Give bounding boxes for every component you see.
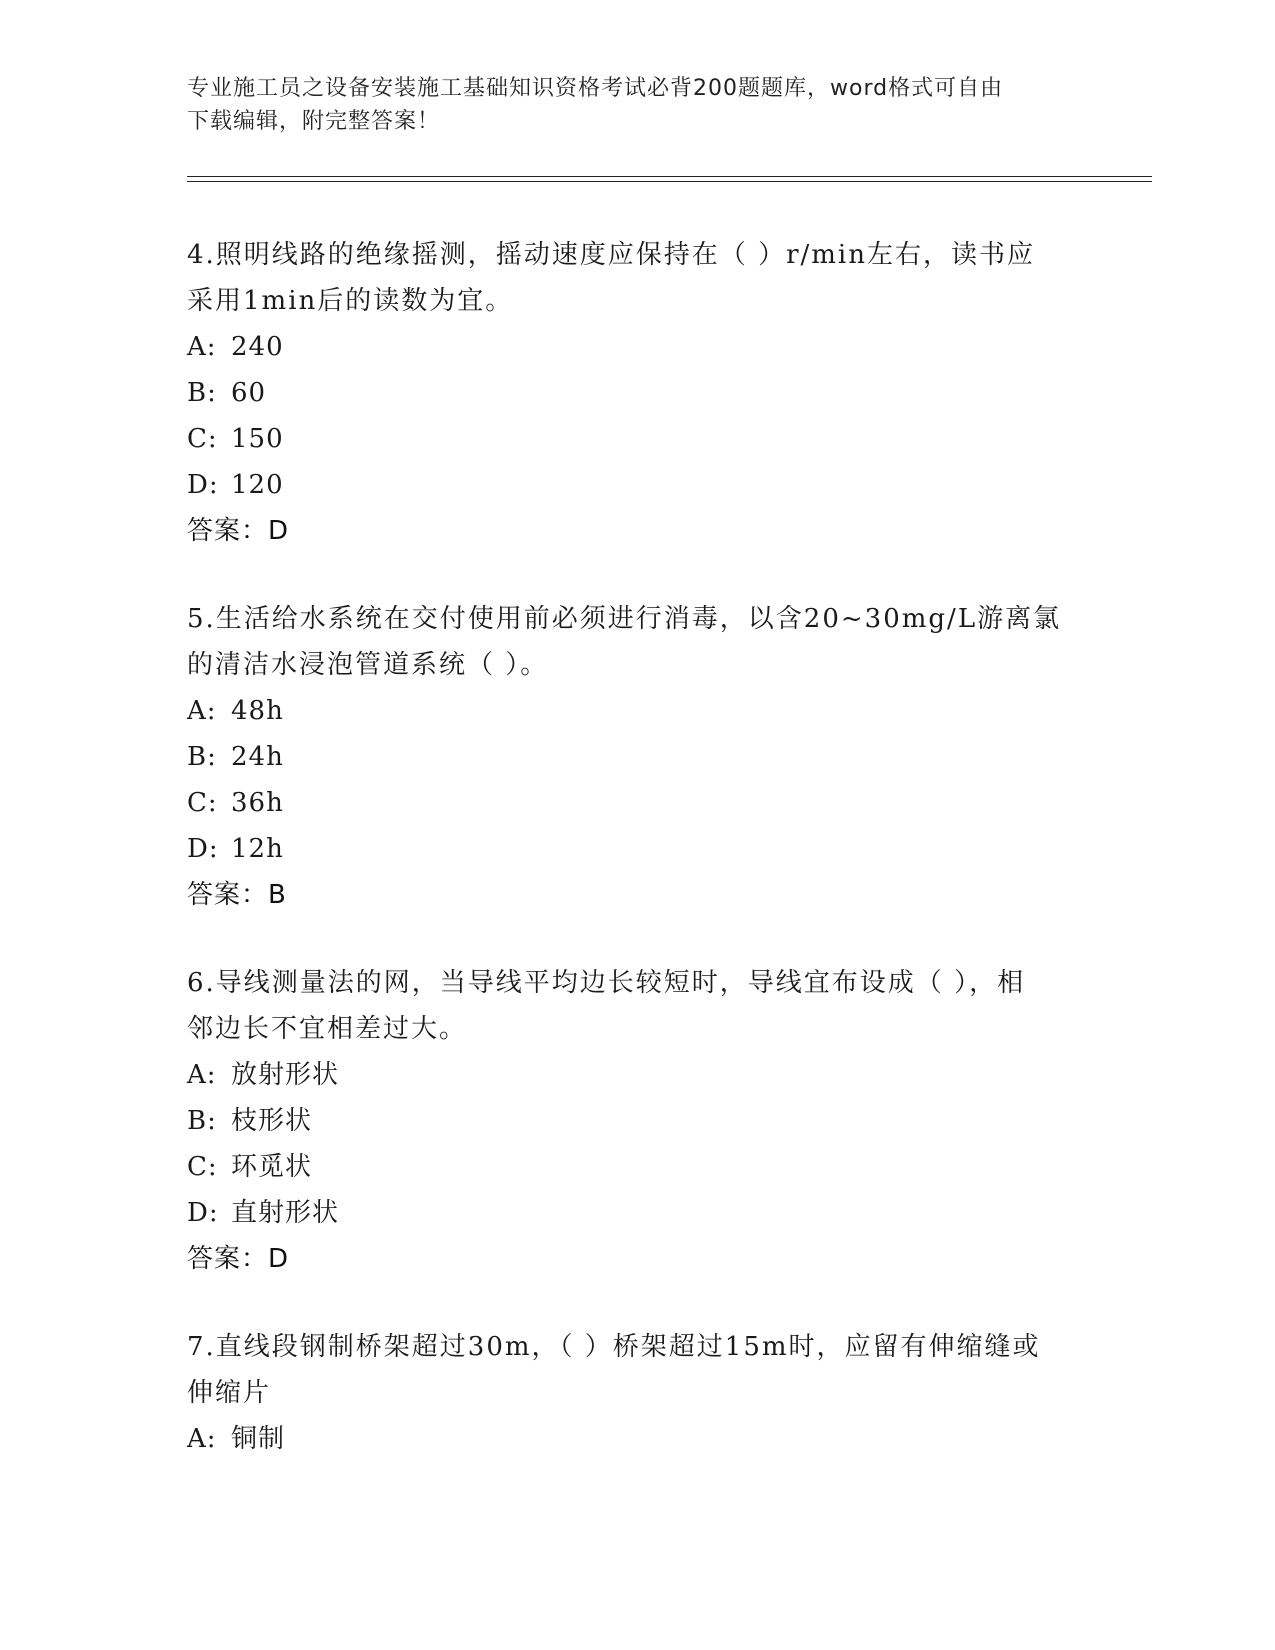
question-stem-line: 的清洁水浸泡管道系统（ ）。 xyxy=(187,650,549,680)
option-b xyxy=(187,370,1067,416)
answer-line: 答案：D xyxy=(187,1244,290,1274)
question-stem-line: 伸缩片 xyxy=(187,1378,272,1408)
question-block xyxy=(187,596,1067,918)
question-block xyxy=(187,960,1067,1282)
option-b xyxy=(187,734,1067,780)
option-b xyxy=(187,1098,1067,1144)
option-text: 12h xyxy=(231,834,284,864)
option-label: D: xyxy=(187,1198,219,1228)
answer-line: 答案：D xyxy=(187,516,290,546)
question-stem-line: 4.照明线路的绝缘摇测，摇动速度应保持在（ ）r/min左右，读书应 xyxy=(187,240,1035,270)
option-a xyxy=(187,688,1067,734)
option-text: 环觅状 xyxy=(231,1152,313,1182)
question-stem-line: 采用1min后的读数为宜。 xyxy=(187,286,514,316)
option-a xyxy=(187,324,1067,370)
option-label: A: xyxy=(187,332,217,362)
header-line-2: 下载编辑，附完整答案！ xyxy=(187,109,441,134)
option-c xyxy=(187,780,1067,826)
option-label: B: xyxy=(187,742,217,772)
option-text: 240 xyxy=(231,332,284,362)
question-stem-line: 6.导线测量法的网，当导线平均边长较短时，导线宜布设成（ ），相 xyxy=(187,968,1026,998)
option-text: 48h xyxy=(231,696,284,726)
question-stem-line: 5.生活给水系统在交付使用前必须进行消毒，以含20~30mg/L游离氯 xyxy=(187,604,1062,634)
header-divider-top xyxy=(187,176,1152,177)
option-text: 直射形状 xyxy=(231,1198,340,1228)
document-header xyxy=(187,72,1087,138)
option-text: 枝形状 xyxy=(231,1106,313,1136)
option-text: 36h xyxy=(231,788,284,818)
option-text: 150 xyxy=(231,424,284,454)
answer-line: 答案：B xyxy=(187,880,287,910)
option-text: 放射形状 xyxy=(231,1060,340,1090)
option-label: D: xyxy=(187,834,219,864)
question-stem-line: 7.直线段钢制桥架超过30m，（ ）桥架超过15m时，应留有伸缩缝或 xyxy=(187,1332,1041,1362)
option-text: 60 xyxy=(231,378,267,408)
option-c xyxy=(187,416,1067,462)
option-label: C: xyxy=(187,424,218,454)
option-d xyxy=(187,826,1067,872)
option-text: 120 xyxy=(231,470,284,500)
option-label: B: xyxy=(187,1106,217,1136)
option-text: 24h xyxy=(231,742,284,772)
option-label: C: xyxy=(187,1152,218,1182)
option-label: A: xyxy=(187,1424,217,1454)
option-label: B: xyxy=(187,378,217,408)
option-c xyxy=(187,1144,1067,1190)
option-text: 铜制 xyxy=(231,1424,286,1454)
option-d xyxy=(187,1190,1067,1236)
header-line-1: 专业施工员之设备安装施工基础知识资格考试必背200题题库，word格式可自由 xyxy=(187,76,1004,101)
option-d xyxy=(187,462,1067,508)
option-label: D: xyxy=(187,470,219,500)
option-label: C: xyxy=(187,788,218,818)
question-block xyxy=(187,1324,1067,1462)
question-stem-line: 邻边长不宜相差过大。 xyxy=(187,1014,468,1044)
option-a xyxy=(187,1416,1067,1462)
header-divider-bottom xyxy=(187,181,1152,182)
question-block xyxy=(187,232,1067,554)
option-label: A: xyxy=(187,1060,217,1090)
option-a xyxy=(187,1052,1067,1098)
option-label: A: xyxy=(187,696,217,726)
